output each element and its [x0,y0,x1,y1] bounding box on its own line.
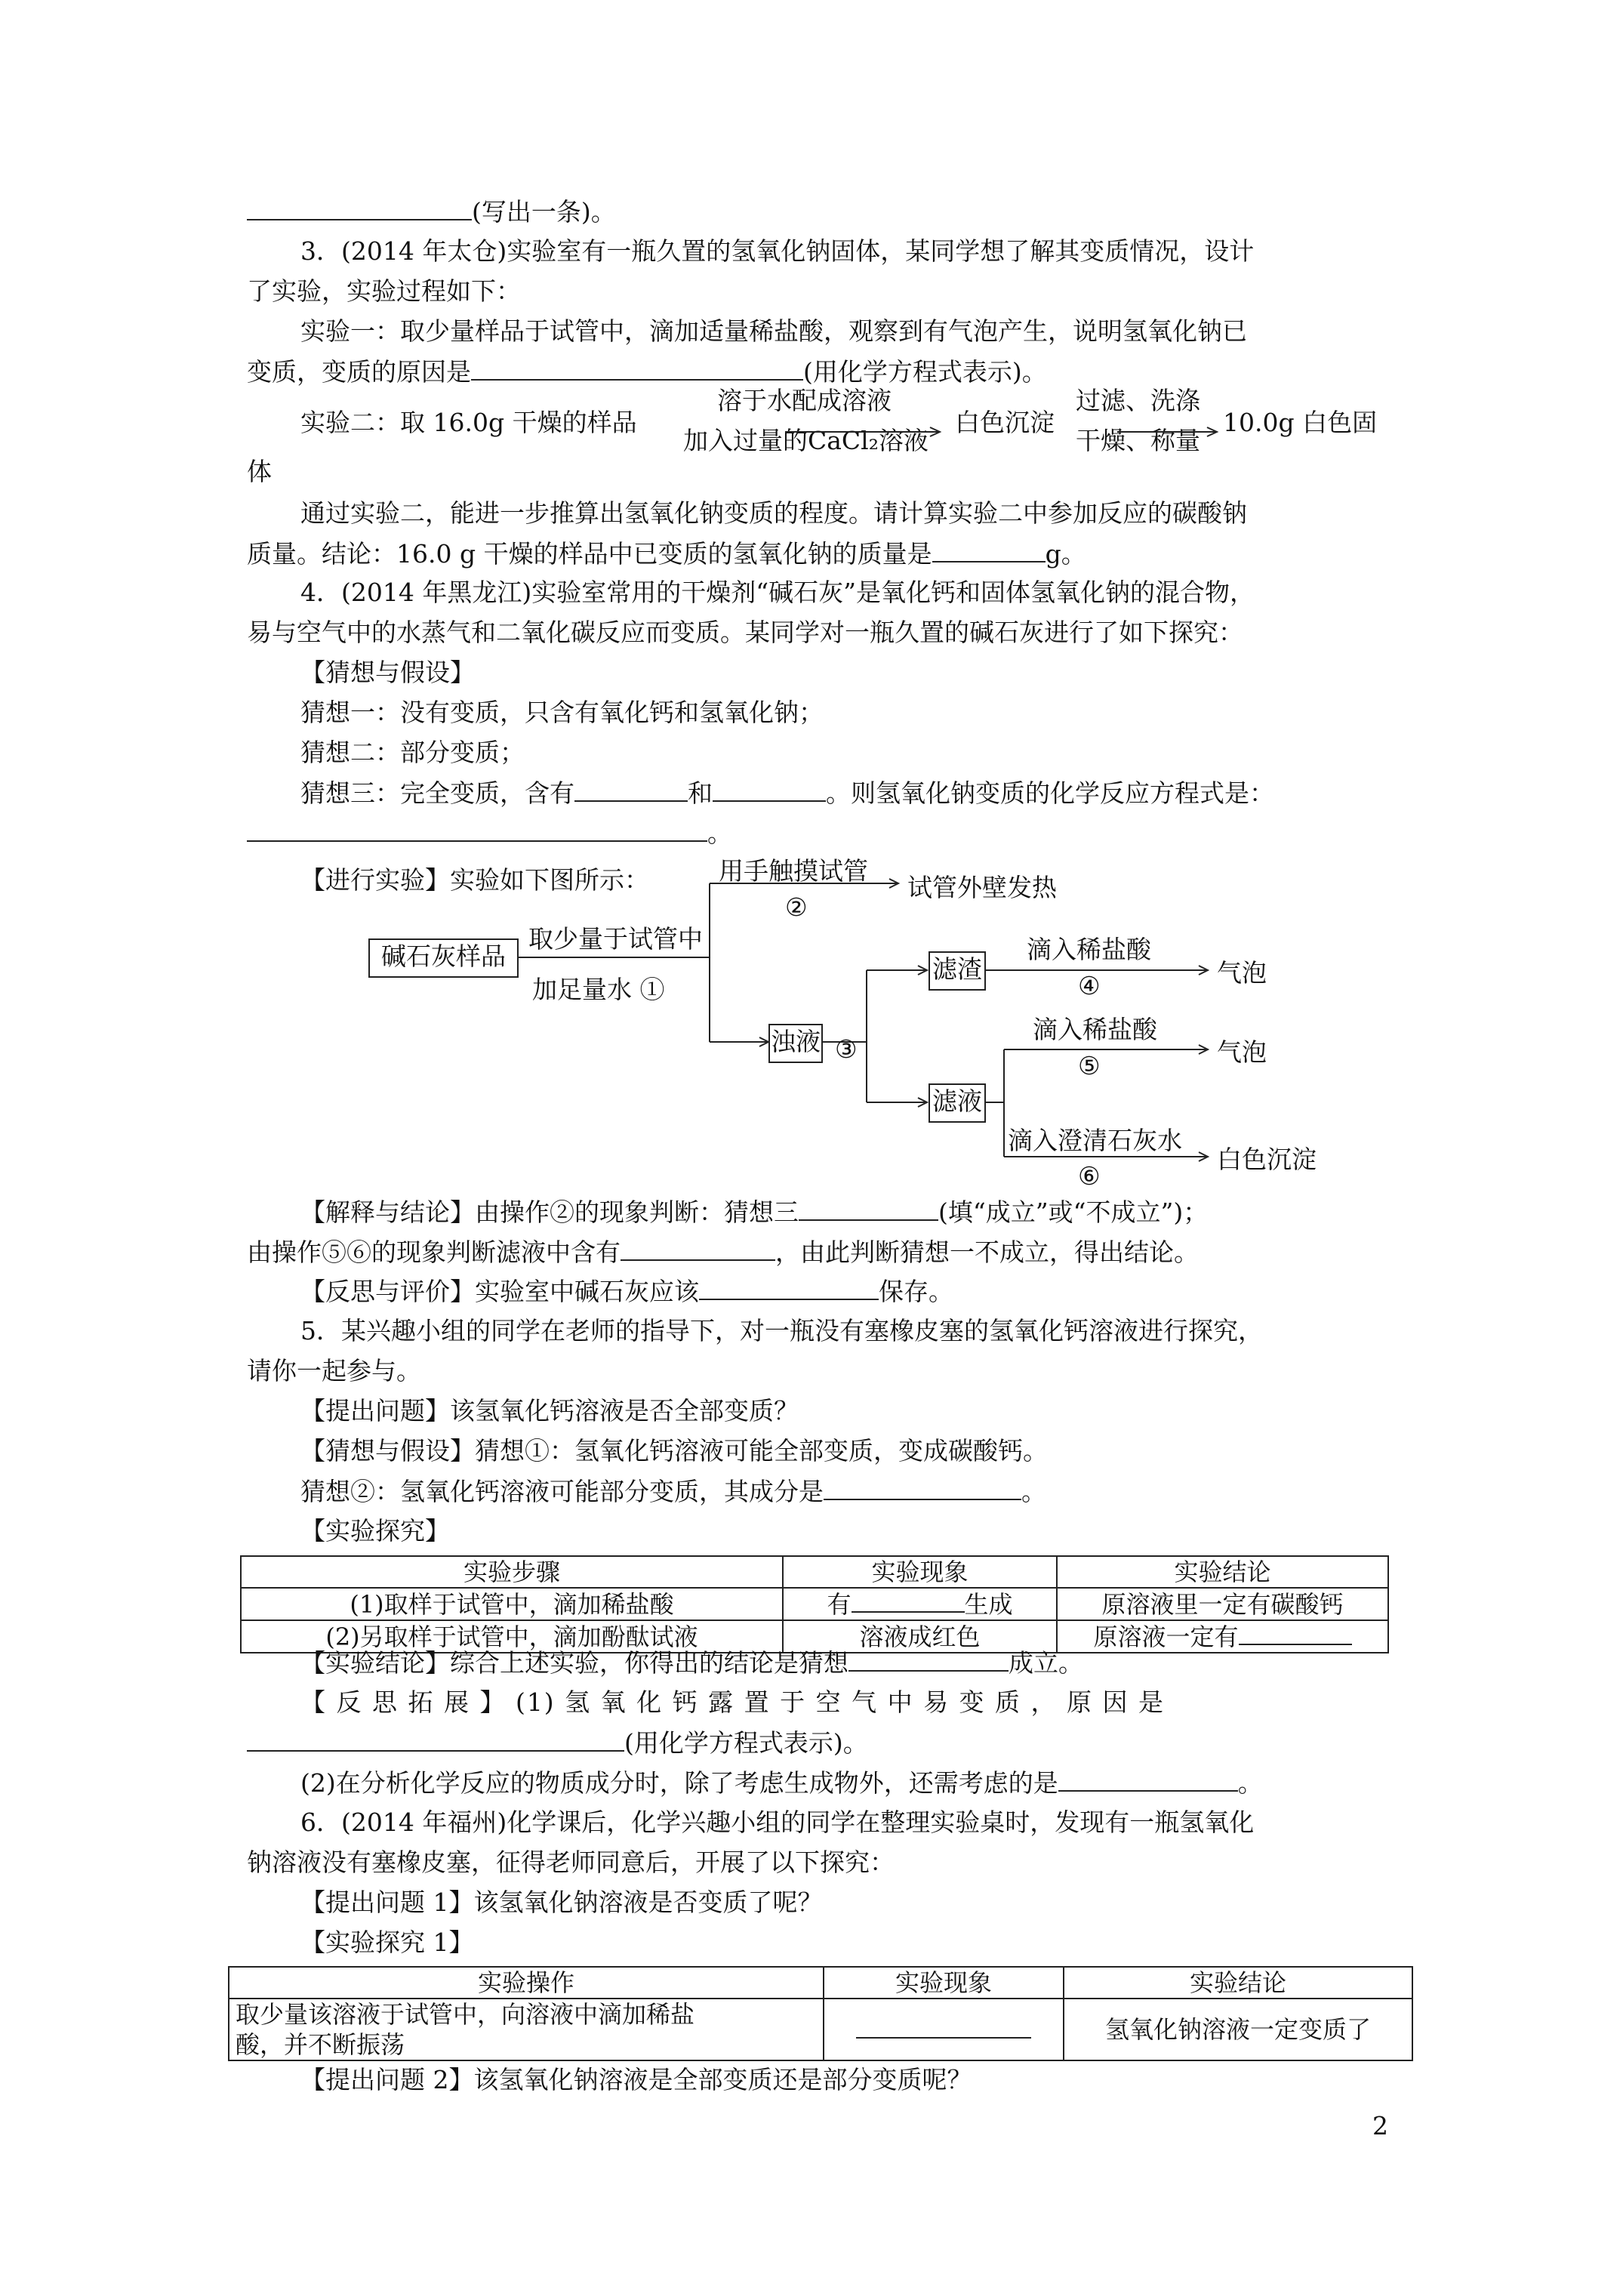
filtrate-box: 滤液 [929,1083,986,1123]
operation-1-label: 加足量水 ① [532,975,665,1004]
text-fragment: 。 [1021,1477,1046,1506]
text-fragment: (写出一条)。 [472,197,616,227]
text-line [247,1727,868,1758]
experiment-1-line: 实验一：取少量样品于试管中，滴加适量稀盐酸，观察到有气泡产生，说明氢氧化钠已 [300,316,1247,346]
text-line: 【 反 思 拓 展 】 (1) 氢 氧 化 钙 露 置 于 空 气 中 易 变 质 ， 原 因 是 [300,1687,1166,1717]
question-3-line-1: 3．(2014 年太仓)实验室有一瓶久置的氢氧化钠固体，某同学想了解其变质情况，设计 [300,236,1255,266]
answer-blank [932,538,1046,562]
answer-blank [574,778,688,802]
text-line: 【提出问题 1】该氢氧化钠溶液是否变质了呢？ [300,1888,823,1917]
text-fragment: (用化学方程式表示)。 [803,357,1047,387]
text-fragment: 和 [688,778,713,808]
text-line: 猜想一：没有变质，只含有氧化钙和氢氧化钠； [300,698,824,727]
text-line [247,538,1086,569]
table-header: 实验结论 [1057,1556,1388,1588]
text-line [300,1767,1263,1798]
text-line: 【提出问题】该氢氧化钙溶液是否全部变质？ [300,1396,799,1425]
operation-6-number: ⑥ [1078,1161,1101,1191]
text-fragment: 成立。 [1009,1648,1083,1678]
arrow-label-bottom: 加入过量的CaCl₂溶液 [683,426,929,455]
operation-4-label: 滴入稀盐酸 [1027,935,1151,964]
table-cell: (1)取样于试管中，滴加稀盐酸 [241,1588,783,1620]
text-fragment: (填“成立”或“不成立”)； [938,1197,1209,1227]
question-6-line-1: 6．(2014 年福州)化学课后，化学兴趣小组的同学在整理实验桌时，发现有一瓶氢氧化 [300,1808,1255,1837]
text-line [300,1197,1208,1228]
answer-blank [824,1476,1021,1500]
text-line [300,1476,1046,1507]
table-header-row [241,1556,1388,1588]
text-fragment: 有 [827,1590,852,1619]
text-line [300,1276,953,1307]
text-fragment: (用化学方程式表示)。 [624,1728,868,1758]
experiment-table-2 [228,1966,1413,2061]
white-precipitate-text: 白色沉淀 [955,408,1055,437]
table-cell [783,1588,1057,1620]
page-number: 2 [1372,2111,1388,2140]
text-fragment: 【反思与评价】实验室中碱石灰应该 [300,1277,699,1306]
text-fragment: 。 [1237,1768,1263,1798]
answer-blank [848,1647,1009,1672]
operation-4-result: 气泡 [1217,958,1267,988]
answer-blank [852,1589,965,1613]
text-fragment: 由操作⑤⑥的现象判断滤液中含有 [247,1237,621,1267]
answer-blank [856,2014,1031,2039]
text-fragment: 【解释与结论】由操作②的现象判断：猜想三 [300,1197,799,1227]
operation-6-label: 滴入澄清石灰水 [1008,1126,1182,1155]
turbid-liquid-box: 浊液 [768,1024,823,1063]
table-cell: 氢氧化钠溶液一定变质了 [1064,1999,1412,2060]
table-cell: 溶液成红色 [783,1620,1057,1653]
text-fragment: 原溶液一定有 [1093,1623,1239,1651]
text-fragment: g。 [1045,539,1086,569]
table-header: 实验现象 [824,1967,1064,1999]
question-4-line-2: 易与空气中的水蒸气和二氧化碳反应而变质。某同学对一瓶久置的碱石灰进行了如下探究： [247,618,1243,647]
experiment-table-1 [240,1555,1389,1653]
text-line: 体 [247,457,272,486]
text-line: 猜想二：部分变质； [300,738,525,767]
table-cell [229,1999,824,2060]
arrow-label-top: 过滤、洗涤 [1076,386,1200,415]
operation-2-number: ② [785,892,808,922]
table-header: 实验现象 [783,1556,1057,1588]
text-fragment: (2)在分析化学反应的物质成分时，除了考虑生成物外，还需考虑的是 [300,1768,1058,1798]
question-4-line-1: 4．(2014 年黑龙江)实验室常用的干燥剂“碱石灰”是氧化钙和固体氢氧化钠的混合物， [300,578,1255,607]
text-fragment: 猜想三：完全变质，含有 [300,778,574,808]
table-header-row [229,1967,1412,1999]
white-solid-text: 10.0g 白色固 [1223,408,1378,437]
operation-1-label: 取少量于试管中 [528,924,703,954]
arrow-label-bottom: 干燥、称量 [1076,426,1200,455]
operation-5-label: 滴入稀盐酸 [1033,1015,1157,1044]
text-fragment: 保存。 [879,1277,953,1306]
table-cell [824,1999,1064,2060]
table-header: 实验操作 [229,1967,824,1999]
operation-5-number: ⑤ [1078,1051,1101,1080]
table-header: 实验步骤 [241,1556,783,1588]
text-fragment: 质量。结论：16.0 g 干燥的样品中已变质的氢氧化钠的质量是 [247,539,932,569]
question-5-line-1: 5．某兴趣小组的同学在老师的指导下，对一瓶没有塞橡皮塞的氢氧化钙溶液进行探究， [300,1316,1263,1345]
text-fragment: 酸，并不断振荡 [236,2030,405,2059]
text-line: 【提出问题 2】该氢氧化钠溶液是全部变质还是部分变质呢？ [300,2065,972,2094]
answer-blank [699,1276,879,1300]
section-heading: 【进行实验】实验如下图所示： [300,865,649,895]
question-5-line-2: 请你一起参与。 [247,1356,421,1385]
answer-blank [713,778,826,802]
answer-blank [799,1197,938,1221]
section-heading: 【猜想与假设】 [300,658,475,687]
text-fragment: 。则氢氧化钠变质的化学反应方程式是： [826,778,1274,808]
table-row [241,1588,1388,1620]
operation-2-label: 用手触摸试管 [719,856,868,886]
reaction-arrows [0,0,1623,529]
table-row [229,1999,1412,2060]
question-6-line-2: 钠溶液没有塞橡皮塞，征得老师同意后，开展了以下探究： [247,1848,895,1877]
answer-blank [621,1237,775,1261]
section-heading: 【实验探究 1】 [300,1928,474,1957]
answer-blank [1239,1621,1352,1645]
text-fragment: 生成 [964,1590,1013,1619]
answer-blank [1058,1767,1238,1792]
table-cell: 原溶液里一定有碳酸钙 [1057,1588,1388,1620]
operation-2-result: 试管外壁发热 [907,873,1057,902]
text-line [300,778,1274,809]
question-3-line-2: 了实验，实验过程如下： [247,276,521,306]
arrow-label-top: 溶于水配成溶液 [717,386,892,415]
text-line: 【猜想与假设】猜想①：氢氧化钙溶液可能全部变质，变成碳酸钙。 [300,1436,1048,1465]
text-fragment: 【实验结论】综合上述实验，你得出的结论是猜想 [300,1648,848,1678]
text-fragment: 。 [707,818,732,848]
operation-5-result: 气泡 [1217,1037,1267,1067]
text-fragment: 取少量该溶液于试管中，向溶液中滴加稀盐 [236,2000,695,2029]
operation-3-number: ③ [835,1034,858,1064]
residue-box: 滤渣 [929,951,986,991]
text-line: 通过实验二，能进一步推算出氢氧化钠变质的程度。请计算实验二中参加反应的碳酸钠 [300,498,1247,528]
text-fragment: 变质，变质的原因是 [247,357,471,387]
text-line [247,1237,1199,1268]
text-line [300,1647,1083,1678]
text-fragment: 猜想②：氢氧化钙溶液可能部分变质，其成分是 [300,1477,824,1506]
table-header: 实验结论 [1064,1967,1412,1999]
operation-4-number: ④ [1078,971,1101,1000]
answer-blank [247,1727,624,1752]
section-heading: 【实验探究】 [300,1516,450,1546]
table-cell: (2)另取样于试管中，滴加酚酞试液 [241,1620,783,1653]
text-fragment: ，由此判断猜想一不成立，得出结论。 [775,1237,1199,1267]
table-cell [1057,1620,1388,1653]
sample-box: 碱石灰样品 [368,938,519,978]
experiment-2-text: 实验二：取 16.0g 干燥的样品 [300,408,637,437]
operation-6-result: 白色沉淀 [1217,1145,1317,1174]
